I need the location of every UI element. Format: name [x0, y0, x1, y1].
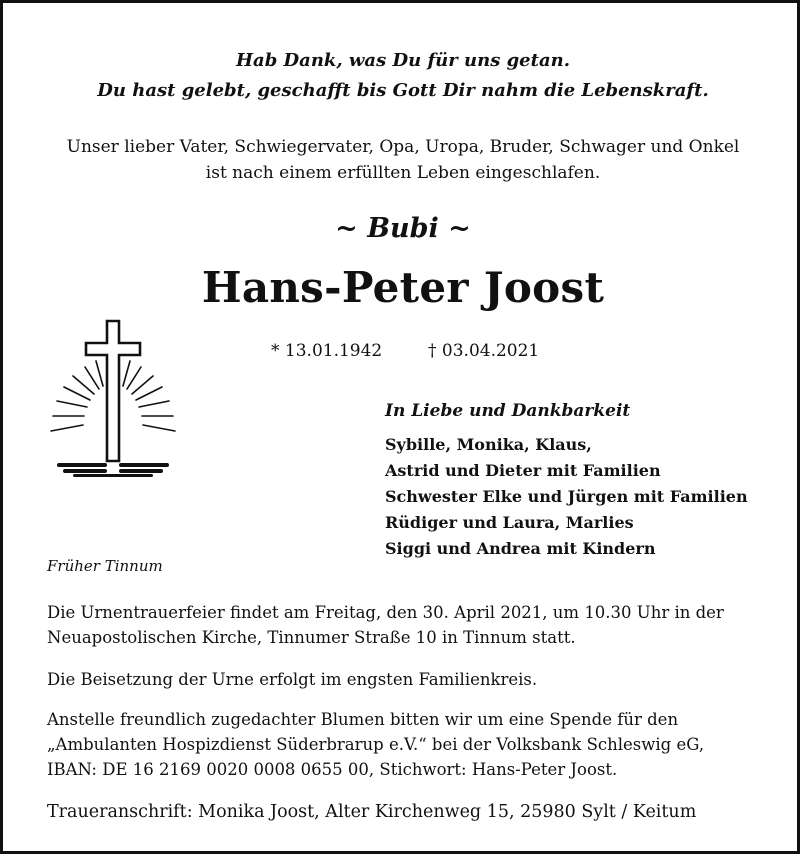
donation-notice-line-1: Anstelle freundlich zugedachter Blumen bitten wir um eine Spende für den	[47, 710, 679, 729]
quote-line-2: Du hast gelebt, geschafft bis Gott Dir nahm die Lebenskraft.	[97, 80, 709, 101]
quote-line-1: Hab Dank, was Du für uns getan.	[236, 50, 570, 71]
cross-with-sunrise-icon	[43, 315, 183, 477]
signatory-line: Rüdiger und Laura, Marlies	[385, 513, 634, 532]
funeral-notice-line-2: Neuapostolischen Kirche, Tinnumer Straße 10 in Tinnum statt.	[47, 628, 576, 647]
signatory-line: Astrid und Dieter mit Familien	[385, 461, 661, 480]
former-residence: Früher Tinnum	[47, 557, 163, 575]
mourning-address: Traueranschrift: Monika Joost, Alter Kirchenweg 15, 25980 Sylt / Keitum	[47, 802, 697, 822]
signatory-line: Siggi und Andrea mit Kindern	[385, 539, 656, 558]
signatory-line: Sybille, Monika, Klaus,	[385, 435, 592, 454]
intro-line-1: Unser lieber Vater, Schwiegervater, Opa, Uropa, Bruder, Schwager und Onkel	[66, 137, 740, 157]
burial-notice: Die Beisetzung der Urne erfolgt im engsten Familienkreis.	[47, 670, 538, 689]
funeral-notice-line-1: Die Urnentrauerfeier findet am Freitag, den 30. April 2021, um 10.30 Uhr in der	[47, 603, 724, 622]
donation-notice-line-2: „Ambulanten Hospizdienst Süderbrarup e.V.“ bei der Volksbank Schleswig eG,	[47, 735, 705, 754]
signatory-line: Schwester Elke und Jürgen mit Familien	[385, 487, 748, 506]
death-date: † 03.04.2021	[428, 341, 540, 361]
birth-date: * 13.01.1942	[271, 341, 383, 361]
nickname: ~ Bubi ~	[335, 213, 471, 244]
signature-heading: In Liebe und Dankbarkeit	[385, 401, 631, 421]
intro-line-2: ist nach einem erfüllten Leben eingeschlafen.	[205, 163, 601, 183]
deceased-name: Hans-Peter Joost	[201, 263, 605, 312]
donation-notice-line-3: IBAN: DE 16 2169 0020 0008 0655 00, Stichwort: Hans-Peter Joost.	[47, 760, 618, 779]
